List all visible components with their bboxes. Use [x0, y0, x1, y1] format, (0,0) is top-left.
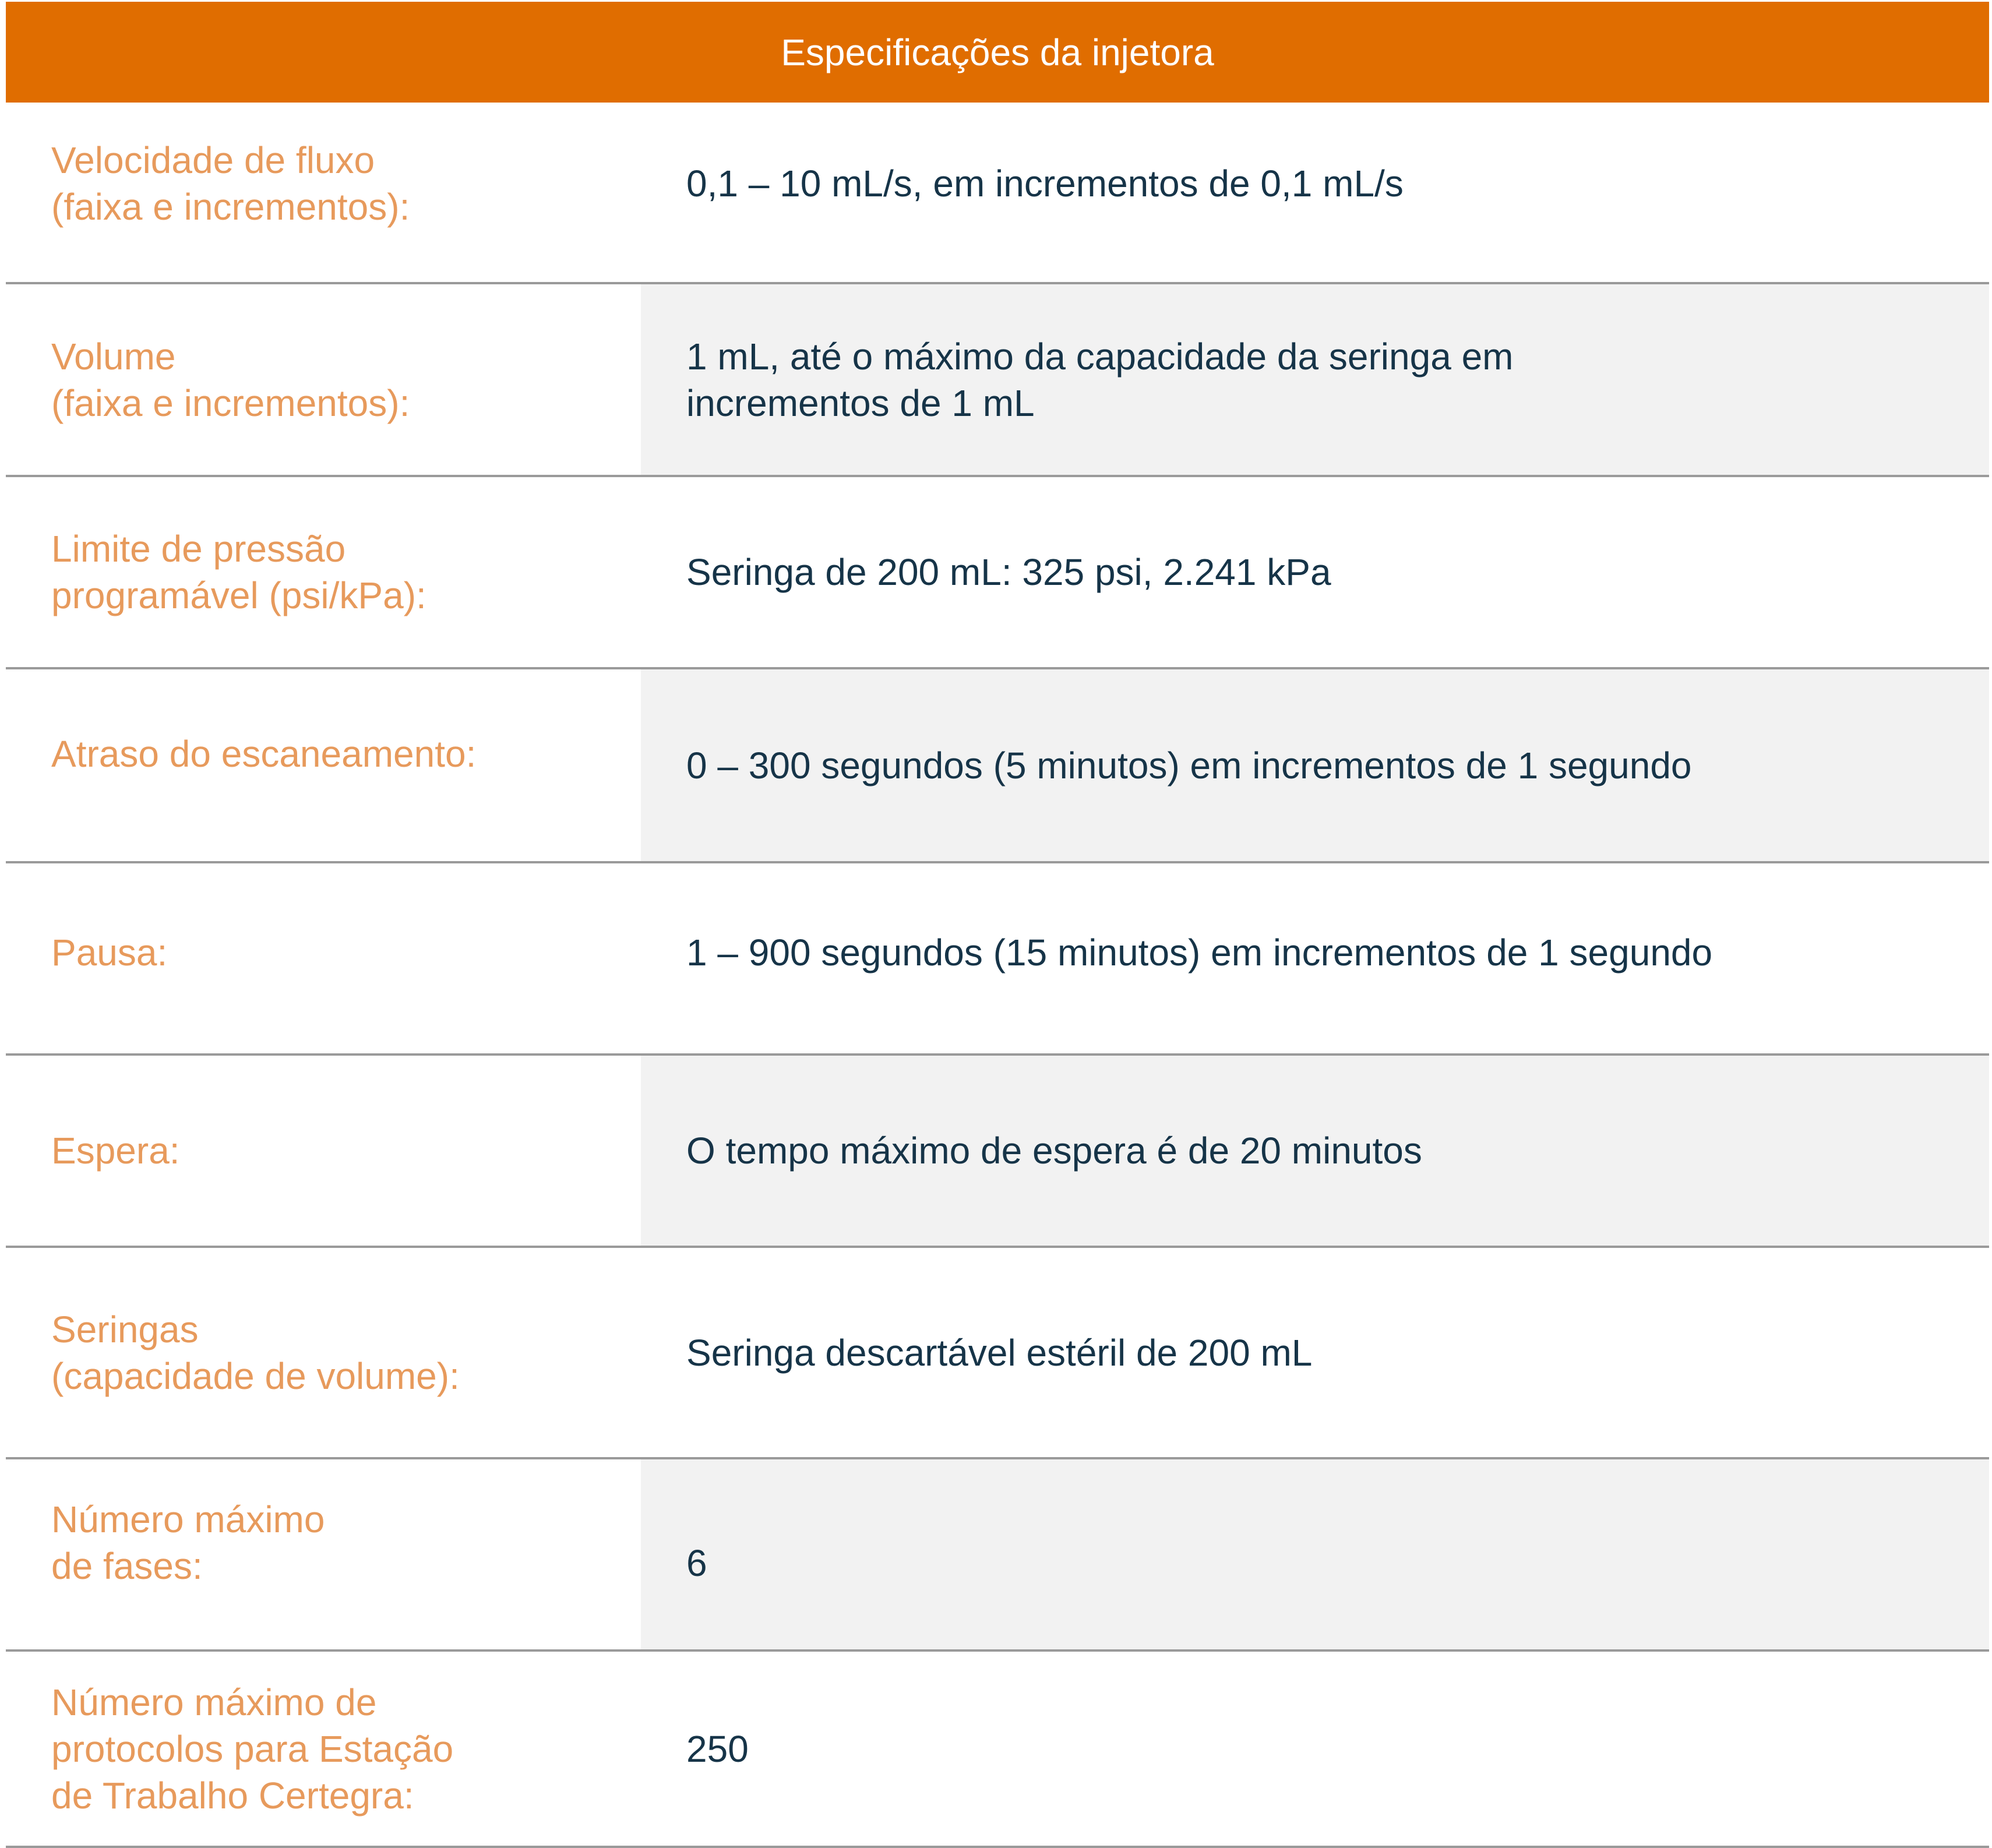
label-line: Espera:: [51, 1130, 180, 1172]
table-title: Especificações da injetora: [781, 31, 1214, 73]
row-value: [641, 1459, 1989, 1649]
label-line: programável (psi/kPa):: [51, 574, 426, 616]
row-label: [6, 1248, 641, 1457]
row-value: [641, 103, 1989, 282]
value-line: incrementos de 1 mL: [686, 382, 1035, 424]
label-line: Número máximo de: [51, 1681, 377, 1723]
value-line: Seringa descartável estéril de 200 mL: [686, 1331, 1313, 1374]
value-line: O tempo máximo de espera é de 20 minutos: [686, 1130, 1422, 1172]
row-value: [641, 1056, 1989, 1246]
value-line: Seringa de 200 mL: 325 psi, 2.241 kPa: [686, 551, 1331, 593]
label-line: de fases:: [51, 1545, 203, 1587]
table-row-syringes: [6, 1248, 1989, 1459]
value-line: 1 – 900 segundos (15 minutos) em incrementos de 1 segundo: [686, 932, 1713, 974]
label-line: protocolos para Estação: [51, 1727, 454, 1770]
row-value: [641, 669, 1989, 861]
row-label: [6, 103, 641, 282]
label-line: (faixa e incrementos):: [51, 186, 410, 228]
label-line: Velocidade de fluxo: [51, 139, 375, 181]
label-line: de Trabalho Certegra:: [51, 1774, 414, 1817]
value-line: 250: [686, 1727, 749, 1770]
row-label: [6, 669, 641, 861]
table-row-scan-delay: [6, 669, 1989, 863]
table-row-max-phases: [6, 1459, 1989, 1652]
table-row-flow-rate: [6, 103, 1989, 284]
value-line: 0 – 300 segundos (5 minutos) em incrementos de 1 segundo: [686, 744, 1692, 787]
table-row-max-protocols: [6, 1652, 1989, 1848]
value-line: 0,1 – 10 mL/s, em incrementos de 0,1 mL/s: [686, 163, 1404, 204]
row-value: [641, 863, 1989, 1053]
row-label: [6, 1459, 641, 1649]
row-label: [6, 1056, 641, 1246]
row-label: [6, 863, 641, 1053]
label-line: Número máximo: [51, 1498, 325, 1540]
label-line: Seringas: [51, 1308, 199, 1350]
row-label: [6, 284, 641, 475]
value-line: 1 mL, até o máximo da capacidade da seringa em: [686, 335, 1514, 378]
table-row-pressure-limit: [6, 477, 1989, 669]
row-label: [6, 1652, 641, 1846]
label-line: Pausa:: [51, 932, 168, 974]
label-line: Atraso do escaneamento:: [51, 732, 477, 775]
row-label: [6, 477, 641, 667]
label-line: (capacidade de volume):: [51, 1355, 460, 1397]
table-row-volume: [6, 284, 1989, 477]
row-value: [641, 1248, 1989, 1457]
spec-table: [6, 2, 1989, 1848]
row-value: [641, 477, 1989, 667]
label-line: (faixa e incrementos):: [51, 382, 410, 424]
table-row-hold: [6, 1056, 1989, 1248]
table-header: [6, 2, 1989, 103]
label-line: Volume: [51, 335, 176, 378]
value-line: 6: [686, 1542, 707, 1584]
row-value: [641, 284, 1989, 475]
row-value: [641, 1652, 1989, 1846]
table-row-pause: [6, 863, 1989, 1056]
label-line: Limite de pressão: [51, 528, 346, 570]
